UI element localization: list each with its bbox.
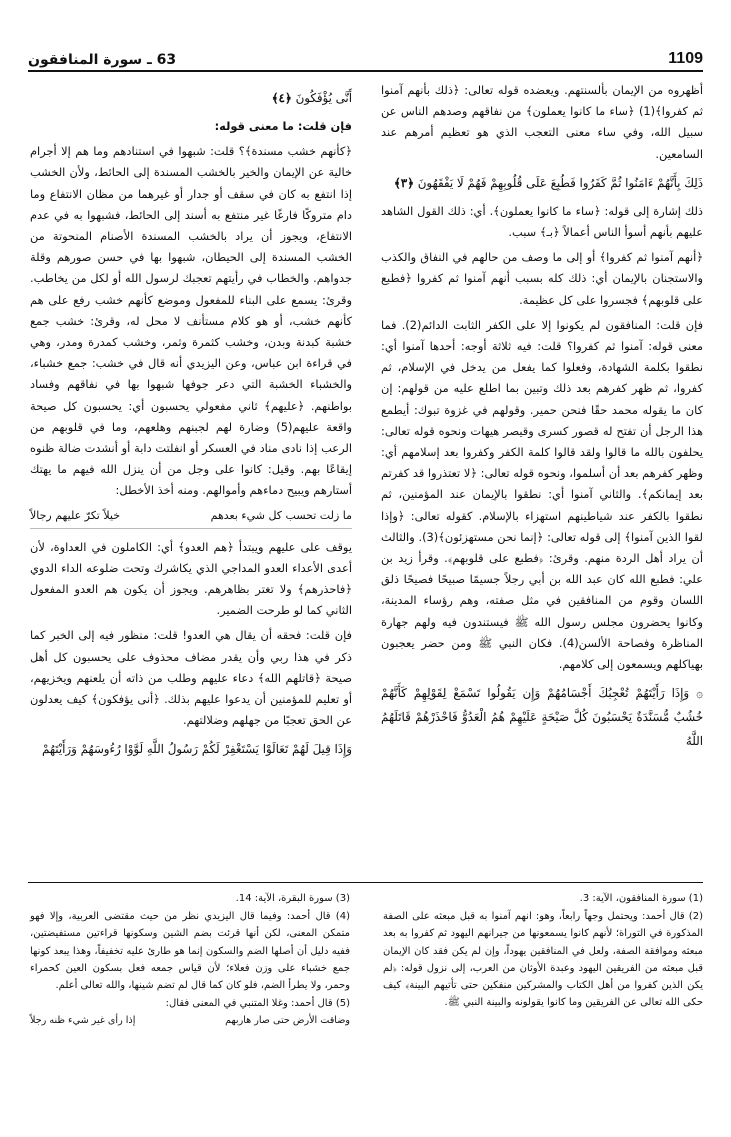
- verse-number: ﴿٤﴾: [271, 91, 292, 105]
- right-column: [381, 80, 703, 759]
- page-header: [28, 44, 703, 68]
- paragraph: فإن قلت: فحقه أن يقال هي العدو! قلت: منظور فيه إلى الخبر كما ذكر في هذا ربي وأن يقدر مضاف محذوف على يحسبون كل أهل صيحة ﴿قاتلهم الله﴾ دعاء عليهم وطلب من ذاته أن يلعنهم ويخزيهم، أو تعليم للمؤمنين أن يدعوا عليهم بذلك. ﴿أنى يؤفكون﴾ كيف يعدلون عن الحق تعجبًا من جهلهم وضلالتهم.: [30, 628, 352, 728]
- surah-title: 63 ـ سورة المنافقون: [28, 52, 177, 68]
- paragraph: ذلك إشارة إلى قوله: ﴿ساء ما كانوا يعملون﴾. أي: ذلك القول الشاهد عليهم بأنهم أسوأ الناس أعمالاً ﴿بـ﴾ سبب.: [381, 203, 703, 240]
- paragraph: يوقف على عليهم ويبتدأ ﴿هم العدو﴾ أي: الكاملون في العداوة، لأن أعدى الأعداء العدو المداجي الذي يكاشرك وتحت ضلوعه الداء الدوي ﴿فاحذرهم﴾ ولا تغتر بظاهرهم. ويجوز أن يكون هم العدو المفعول الثاني كما لو طرحت الضمير.: [30, 539, 352, 618]
- footnote-divider: [28, 882, 703, 883]
- poem-hemistich-first: وضاقت الأرض حتى صار هاربهم: [225, 1015, 350, 1027]
- left-column: [30, 80, 352, 767]
- quran-verse-4: ۞ وَإِذَا رَأَيْتَهُمْ تُعْجِبُكَ أَجْسَامُهُمْ وَإِن يَقُولُوا تَسْمَعْ لِقَوْلِهِمْ كَأَنَّهُمْ خُشُبٌ مُّسَنَّدَةٌ يَحْسَبُونَ كُلَّ صَيْحَةٍ عَلَيْهِمْ هُمُ الْعَدُوُّ فَاحْذَرْهُمْ قَاتَلَهُمُ اللَّهُ: [381, 686, 703, 749]
- footnotes-right: [383, 890, 703, 1012]
- footnote-poem: [30, 1013, 350, 1029]
- page-number: 1109: [668, 50, 703, 67]
- verse-text: أَنَّى يُؤْفَكُونَ: [295, 91, 352, 105]
- question-line: فإن قلت: ما معنى قوله:: [214, 119, 352, 133]
- quran-verse-5: وَإِذَا قِيلَ لَهُمْ تَعَالَوْا يَسْتَغْفِرْ لَكُمْ رَسُولُ اللَّهِ لَوَّوْا رُءُوسَهُمْ وَرَأَيْتَهُمْ: [42, 742, 352, 757]
- paragraph: ﴿كأنهم خشب مسندة﴾؟ قلت: شبهوا في استنادهم وما هم إلا أجرام خالية عن الإيمان والخير بالخشب المسندة إلى الحائط، ولأن الخشب إذا انتفع به كان في سقف أو جدار أو غيرهما من مظان الانتفاع وما دام متروكًا فارغًا غير منتفع به أسند إلى الحائط، فشبهوا به في عدم الانتفاع، ويجوز أن يراد بالخشب المسندة الأصنام المنحوتة من الخشب المسندة إلى الحيطان، شبهوا بها في حسن صورهم وقلة جدواهم. والخطاب في رأيتهم تعجبك لرسول الله أو لكل من يخاطب. وقرئ: يسمع على البناء للمفعول وموضع كأنهم خشب رفع على هم كأنهم خشب، أو هو كلام مستأنف لا محل له، وقرئ: خشب جمع خشبة كبدنة وبدن، وخشب كثمرة وثمر، وخشب كمدرة ومدر، وهي في قراءة ابن عباس، وعن اليزيدي أنه قال في خشب: جمع خشباء، والخشباء الخشبة التي دعر جوفها شبهوا بها في نفاقهم وفساد بواطنهم. ﴿عليهم﴾ ثاني مفعولي يحسبون أي: يحسبون كل صيحة واقعة عليهم(5) وضارة لهم لجبنهم وهلعهم، وما في قلوبهم من الرعب إذا نادى مناد في العسكر أو انفلتت دابة أو أنشدت ضالة ظنوه إيقاعًا بهم. وقيل: كانوا على وجل من أن ينزل الله فيهم ما يهتك أستارهم ويبيح دماءهم وأموالهم. ومنه أخذ الأخطل:: [30, 144, 352, 498]
- verse-number: ﴿٣﴾: [393, 175, 415, 190]
- paragraph: ﴿أنهم آمنوا ثم كفروا﴾ أو إلى ما وصف من حالهم في النفاق والكذب والاستجنان بالإيمان أي: ذلك كله بسبب أنهم آمنوا ثم كفروا ﴿فطبع على قلوبهم﴾ فجسروا على كل عظيمة.: [381, 250, 703, 307]
- poem-verse: [30, 506, 352, 529]
- paragraph: فإن قلت: المنافقون لم يكونوا إلا على الكفر الثابت الدائم(2). فما معنى قوله: آمنوا ثم كفروا؟ قلت: فيه ثلاثة أوجه: أحدها آمنوا أي: نطقوا بكلمة الشهادة، وفعلوا كما يفعل من يدخل في الإسلام، ثم كفروا، ثم ظهر كفرهم بعد ذلك وتبين بما اطلع عليه من قولهم: إن كان ما يقوله محمد حقًا فنحن حمير. وقولهم في غزوة تبوك: أيطمع هذا الرجل أن تفتح له قصور كسرى وقيصر هيهات ونحوه قوله تعالى: يحلفون بالله ما قالوا ولقد قالوا كلمة الكفر وكفروا بعد إسلامهم أي: وظهر كفرهم بعد أن أسلموا، ونحوه قوله تعالى: ﴿لا تعتذروا قد كفرتم بعد إيمانكم﴾. والثاني آمنوا أي: نطقوا بالإيمان عند المؤمنين، ثم نطقوا بالكفر عند شياطينهم استهزاء بالإسلام. كقوله تعالى: ﴿وإذا لقوا الذين آمنوا﴾ إلى قوله تعالى: ﴿إنما نحن مستهزئون﴾(3). والثالث أن يراد أهل الردة منهم. وقرئ: ﴿فطبع على قلوبهم﴾. وقرأ زيد بن علي: فطبع الله كان عبد الله بن أبي رجلاً جسيمًا صبيحًا فصيحًا ذلق اللسان وقوم من المنافقين في مثل صفته، وهم رؤساء المدينة، وكانوا يحضرون مجلس رسول الله ﷺ فيستندون فيه ولهم جهارة المناظرة وفصاحة الألسن(4). فكان النبي ﷺ ومن حضر يعجبون بهياكلهم ويسمعون إلى كلامهم.: [381, 317, 704, 672]
- quran-verse-3: [381, 171, 703, 195]
- verse-text: ذَلِكَ بِأَنَّهُمْ ءَامَنُوا ثُمَّ كَفَرُوا فَطُبِعَ عَلَى قُلُوبِهِمْ فَهُمْ لَا يَفْقَهُونَ: [417, 175, 703, 190]
- footnotes-left: [30, 890, 350, 1029]
- footnote-2: (2) قال أحمد: ويحتمل وجهاً رابعاً، وهو: انهم آمنوا به قبل مبعثه على الصفة المذكورة في التوراة؛ لأنهم كانوا يسمعونها من جيرانهم اليهود ثم كفروا به بعد مبعثه وموافقة الصفة، ولعل في المنافقين يهوداً، وإن لم يكن فقد كان الإيمان قبل مبعثه من الفريقين اليهود وعبدة الأوثان من العرب، إلى نزول قوله: ﴿لم يكن الذين كفروا من أهل الكتاب والمشركين منفكين حتى تأتيهم البينة﴾ كيف حكى الله تعالى عن الفريقين وما كانوا يقولونه والبينة النبي ﷺ.: [383, 911, 703, 1009]
- footnote-1: (1) سورة المنافقون، الآية: 3.: [579, 893, 703, 904]
- header-divider: [28, 70, 703, 72]
- poem-hemistich-second: خيلاً تكرّ عليهم رجالاً: [30, 508, 121, 522]
- footnote-5: (5) قال أحمد: وغلا المتنبي في المعنى فقال:: [165, 998, 350, 1010]
- footnote-3: (3) سورة البقرة، الآية: 14.: [235, 893, 350, 904]
- quran-verse-continuation: [30, 86, 352, 110]
- poem-hemistich-second: إذا رأى غير شيء ظنه رجلاً: [30, 1015, 136, 1027]
- poem-hemistich-first: ما زلت تحسب كل شيء بعدهم: [210, 508, 352, 522]
- paragraph: أظهروه من الإيمان بألسنتهم. ويعضده قوله تعالى: ﴿ذلك بأنهم آمنوا ثم كفروا﴾(1) ﴿ساء ما كانوا يعملون﴾ من نفاقهم وصدهم الناس عن سبيل الله، وفي ساء معنى التعجب الذي هو تعظيم أمرهم عند السامعين.: [381, 83, 704, 161]
- footnote-4: (4) قال أحمد: وفيما قال اليزيدي نظر من حيث مقتضى العربية، وإلا فهو متمكن المعنى، لكن أنها قرئت بضم الشين وسكونها قراءتين مستفيضتين، ففيه دليل أن أصلها الضم والسكون إنما هو طارئ عليه تخفيفاً، وهذا يبعد كونها جمع خشباء على وزن فعلاء؛ لأن قياس جمعه فعل بسكون العين كحمراء وحمر، ولا يطرأ الضم، فلو كان كما قال لم تضم شينها، والله تعالى أعلم.: [30, 911, 350, 992]
